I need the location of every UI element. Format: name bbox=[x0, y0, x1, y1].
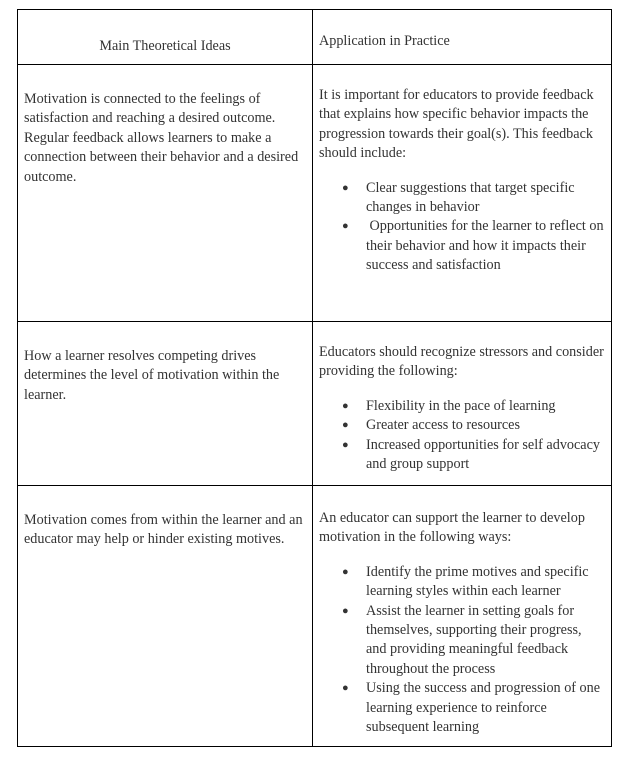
bullet-text: Increased opportunities for self advocacy and group support bbox=[366, 436, 600, 473]
bullet-icon: ● bbox=[342, 682, 349, 695]
list-item bbox=[342, 602, 605, 680]
idea-cell bbox=[18, 65, 313, 322]
header-main-theoretical-ideas: Main Theoretical Ideas bbox=[18, 10, 313, 65]
table-row bbox=[18, 322, 612, 486]
theory-practice-table bbox=[17, 9, 612, 747]
bullet-text: Assist the learner in setting goals for themselves, supporting their progress, and providing meaningful feedback throughout the process bbox=[366, 602, 582, 677]
bullet-text: Opportunities for the learner to reflect on their behavior and how it impacts their success and satisfaction bbox=[366, 218, 608, 274]
practice-intro: Educators should recognize stressors and consider providing the following: bbox=[319, 344, 604, 380]
practice-bullet-list bbox=[319, 563, 605, 738]
idea-text: Motivation comes from within the learner and an educator may help or hinder existing motives. bbox=[24, 512, 303, 548]
practice-bullet-list bbox=[319, 397, 605, 475]
bullet-icon: ● bbox=[342, 399, 349, 412]
practice-intro: An educator can support the learner to develop motivation in the following ways: bbox=[319, 510, 585, 546]
header-application-in-practice: Application in Practice bbox=[313, 10, 612, 65]
bullet-text: Using the success and progression of one learning experience to reinforce subsequent learning bbox=[366, 680, 601, 736]
table-row bbox=[18, 65, 612, 322]
bullet-icon: ● bbox=[342, 604, 349, 617]
table-row bbox=[18, 486, 612, 747]
idea-text: How a learner resolves competing drives determines the level of motivation within the learner. bbox=[24, 348, 280, 403]
practice-cell bbox=[313, 322, 612, 486]
list-item bbox=[342, 436, 605, 475]
practice-intro: It is important for educators to provide feedback that explains how specific behavior impacts the progression towards their goal(s). This feedback should include: bbox=[319, 87, 594, 162]
list-item bbox=[342, 179, 605, 218]
bullet-text: Clear suggestions that target specific changes in behavior bbox=[366, 179, 575, 216]
list-item bbox=[342, 563, 605, 602]
idea-cell bbox=[18, 486, 313, 747]
bullet-text: Identify the prime motives and specific learning styles within each learner bbox=[366, 563, 589, 600]
practice-bullet-list bbox=[319, 179, 608, 276]
idea-cell bbox=[18, 322, 313, 486]
practice-cell bbox=[313, 486, 612, 747]
table-header-row bbox=[18, 10, 612, 65]
bullet-icon: ● bbox=[342, 220, 349, 233]
bullet-text: Greater access to resources bbox=[366, 417, 521, 434]
practice-cell bbox=[313, 65, 612, 322]
list-item bbox=[342, 217, 608, 275]
bullet-icon: ● bbox=[342, 419, 349, 432]
bullet-icon: ● bbox=[342, 181, 349, 194]
bullet-icon: ● bbox=[342, 438, 349, 451]
bullet-text: Flexibility in the pace of learning bbox=[366, 397, 556, 414]
idea-text: Motivation is connected to the feelings of satisfaction and reaching a desired outcome. Regular feedback allows learners to make a connection between their behavior and a desired outcome. bbox=[24, 91, 299, 185]
bullet-icon: ● bbox=[342, 565, 349, 578]
list-item bbox=[342, 679, 605, 737]
list-item bbox=[342, 397, 605, 416]
list-item bbox=[342, 416, 605, 435]
